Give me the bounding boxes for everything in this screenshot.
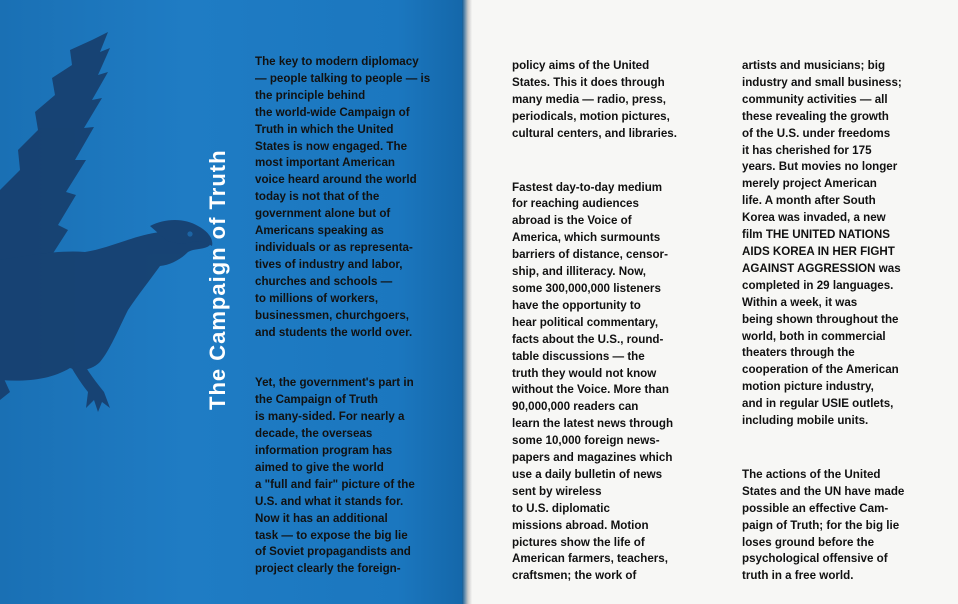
middle-paragraph-1: policy aims of the United States. This it does through many media — radio, press, periodicals, motion pictures, cultural centers, and libraries.	[512, 59, 677, 140]
left-column-text	[255, 54, 460, 578]
vertical-title: The Campaign of Truth	[205, 149, 230, 410]
middle-column-text	[512, 58, 712, 585]
left-paragraph-2: Yet, the government's part in the Campaign of Truth is many-sided. For nearly a decade, the overseas information program has aimed to give the world a "full and fair" picture of the U.S. and what it stands for. Now it has an additional task — to expose the big lie of Soviet propagandists and project clearly the foreign-	[255, 376, 415, 576]
page-spine	[462, 0, 472, 604]
middle-paragraph-2: Fastest day-to-day medium for reaching audiences abroad is the Voice of America, which surmounts barriers of distance, censor- ship, and illiteracy. Now, some 300,000,000 listeners have the opportunity to hear political commentary, facts about the U.S., round- table discussions — the truth they would not know without the Voice. More than 90,000,000 readers can learn the latest news through some 10,000 foreign news- papers and magazines which use a daily bulletin of news sent by wireless to U.S. diplomatic missions abroad. Motion pictures show the life of American farmers, teachers, craftsmen; the work of	[512, 180, 674, 583]
right-column-text	[742, 58, 952, 585]
left-page-blue	[0, 0, 468, 604]
right-paragraph-2: The actions of the United States and the UN have made possible an effective Cam- paign of Truth; for the big lie loses ground before the psychological offensive of truth in a free world.	[742, 467, 905, 583]
eagle-illustration	[0, 20, 215, 430]
right-paragraph-1: artists and musicians; big industry and small business; community activities — all these revealing the growth of the U.S. under freedoms it has cherished for 175 years. But movies no longer merely project American life. A month after South Korea was invaded, a new film THE UNITED NATIONS AIDS KOREA IN HER FIGHT AGAINST AGGRESSION was completed in 29 languages. Within a week, it was being shown throughout the world, both in commercial theaters through the cooperation of the American motion picture industry, and in regular USIE outlets, including mobile units.	[742, 59, 902, 428]
left-paragraph-1: The key to modern diplomacy — people talking to people — is the principle behind the world-wide Campaign of Truth in which the United States is now engaged. The most important American voice heard around the world today is not that of the government alone but of Americans speaking as individuals or as representa- tives of industry and labor, churches and schools — to millions of workers, businessmen, churchgoers, and students the world over.	[255, 55, 431, 339]
